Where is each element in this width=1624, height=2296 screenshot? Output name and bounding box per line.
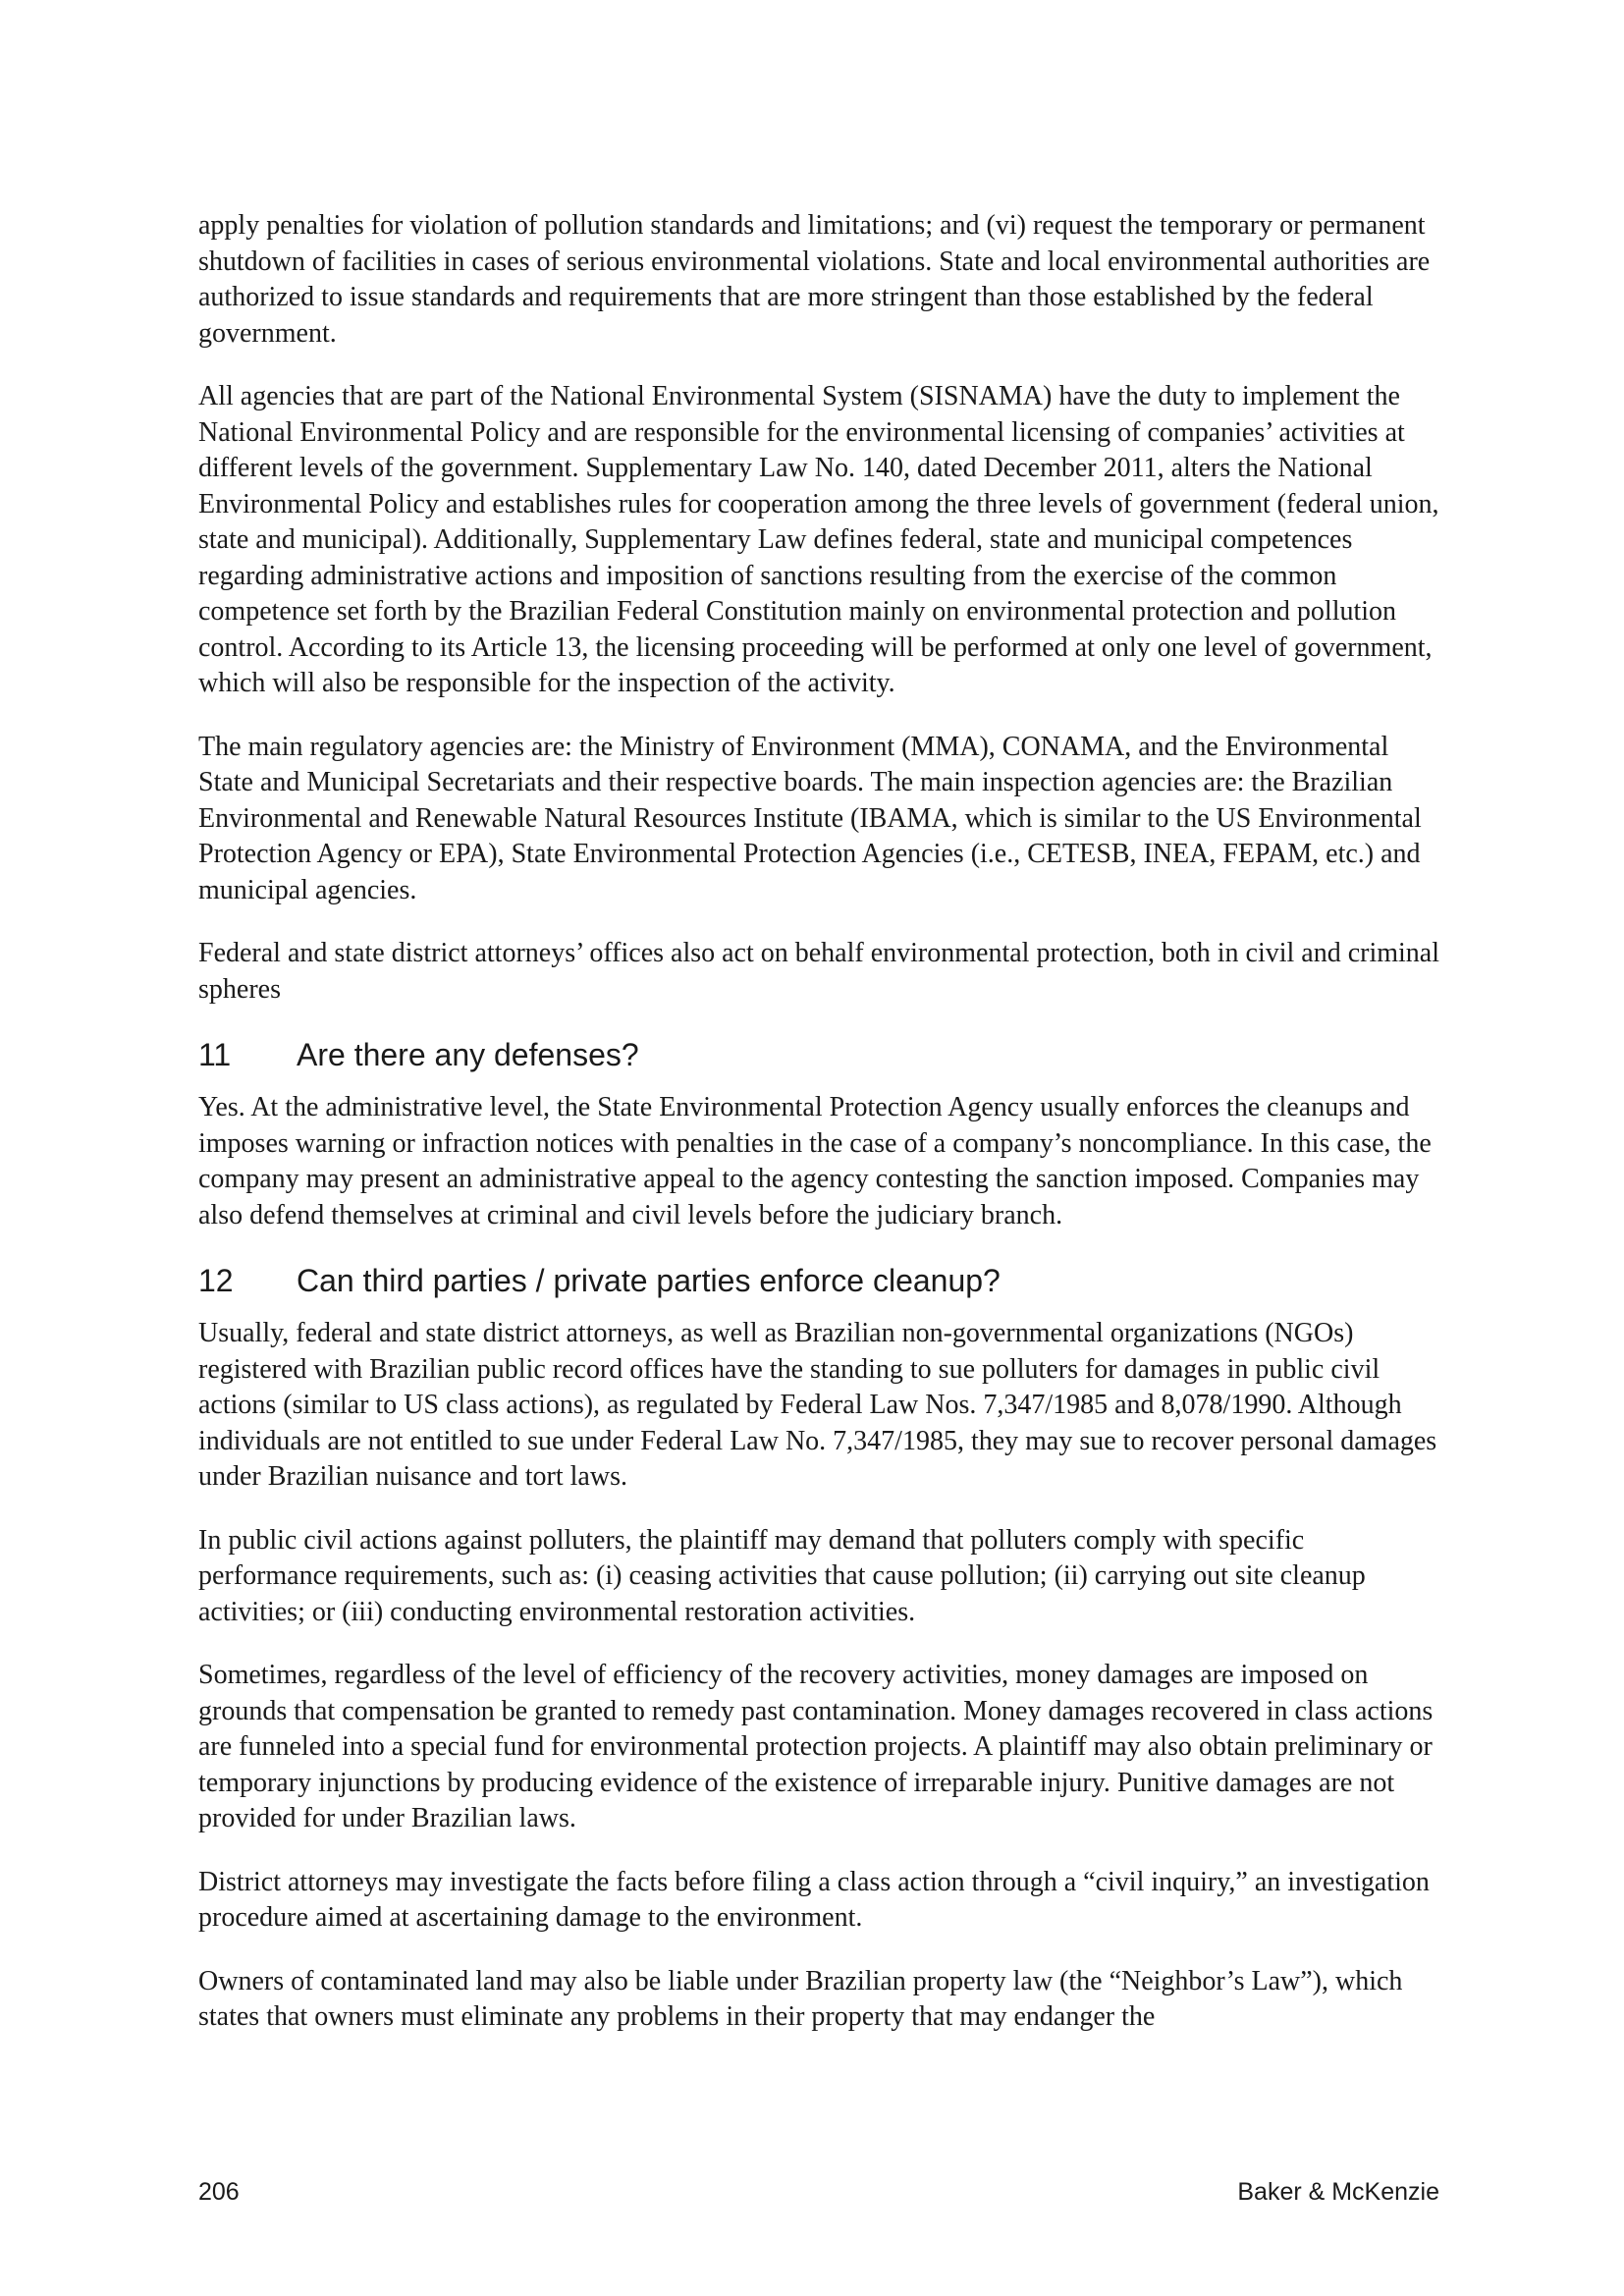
firm-name: Baker & McKenzie: [1237, 2178, 1439, 2206]
paragraph: Usually, federal and state district attorneys, as well as Brazilian non-governmental organizations (NGOs) registered with Brazilian public record offices have the standing to sue polluters for damages in public civil actions (similar to US class actions), as regulated by Federal Law Nos. 7,347/1985 and 8,078/1990. Although individuals are not entitled to sue under Federal Law No. 7,347/1985, they may sue to recover personal damages under Brazilian nuisance and tort laws.: [198, 1318, 1437, 1492]
page-number: 206: [198, 2178, 240, 2206]
paragraph: Sometimes, regardless of the level of efficiency of the recovery activities, money damages are imposed on grounds that compensation be granted to remedy past contamination. Money damages recovered in class actions are funneled into a special fund for environmental protection projects. A plaintiff may also obtain preliminary or temporary injunctions by producing evidence of the existence of irreparable injury. Punitive damages are not provided for under Brazilian laws.: [198, 1660, 1434, 1833]
section-heading-12: [198, 1261, 1439, 1300]
paragraph: All agencies that are part of the National Environmental System (SISNAMA) have the duty to implement the National Environmental Policy and are responsible for the environmental licensing of companies’ activities at different levels of the government. Supplementary Law No. 140, dated December 2011, alters the National Environmental Policy and establishes rules for cooperation among the three levels of government (federal union, state and municipal). Additionally, Supplementary Law defines federal, state and municipal competences regarding administrative actions and imposition of sanctions resulting from the exercise of the common competence set forth by the Brazilian Federal Constitution mainly on environmental protection and pollution control. According to its Article 13, the licensing proceeding will be performed at only one level of government, which will also be responsible for the inspection of the activity.: [198, 381, 1439, 698]
section-number: 11: [198, 1037, 232, 1072]
paragraph: apply penalties for violation of pollution standards and limitations; and (vi) request the temporary or permanent shutdown of facilities in cases of serious environmental violations. State and local environmental authorities are authorized to issue standards and requirements that are more stringent than those established by the federal government.: [198, 210, 1431, 349]
page-body: [198, 208, 1439, 2063]
section-title: Are there any defenses?: [297, 1037, 639, 1072]
paragraph: Yes. At the administrative level, the State Environmental Protection Agency usually enforces the cleanups and imposes warning or infraction notices with penalties in the case of a company’s noncompliance. In this case, the company may present an administrative appeal to the agency contesting the sanction imposed. Companies may also defend themselves at criminal and civil levels before the judiciary branch.: [198, 1092, 1432, 1230]
paragraph: Owners of contaminated land may also be liable under Brazilian property law (the “Neighbor’s Law”), which states that owners must eliminate any problems in their property that may endanger the: [198, 1965, 1403, 2032]
paragraph: Federal and state district attorneys’ offices also act on behalf environmental protection, both in civil and criminal spheres: [198, 938, 1440, 1005]
paragraph: District attorneys may investigate the facts before filing a class action through a “civil inquiry,” an investigation procedure aimed at ascertaining damage to the environment.: [198, 1866, 1430, 1933]
section-heading-11: [198, 1035, 1439, 1074]
section-number: 12: [198, 1263, 234, 1298]
section-title: Can third parties / private parties enforce cleanup?: [297, 1263, 1001, 1298]
paragraph: The main regulatory agencies are: the Ministry of Environment (MMA), CONAMA, and the Environmental State and Municipal Secretariats and their respective boards. The main inspection agencies are: the Brazilian Environmental and Renewable Natural Resources Institute (IBAMA, which is similar to the US Environmental Protection Agency or EPA), State Environmental Protection Agencies (i.e., CETESB, INEA, FEPAM, etc.) and municipal agencies.: [198, 731, 1422, 905]
paragraph: In public civil actions against polluters, the plaintiff may demand that polluters comply with specific performance requirements, such as: (i) ceasing activities that cause pollution; (ii) carrying out site cleanup activities; or (iii) conducting environmental restoration activities.: [198, 1524, 1366, 1627]
page-footer: [198, 2178, 1439, 2207]
